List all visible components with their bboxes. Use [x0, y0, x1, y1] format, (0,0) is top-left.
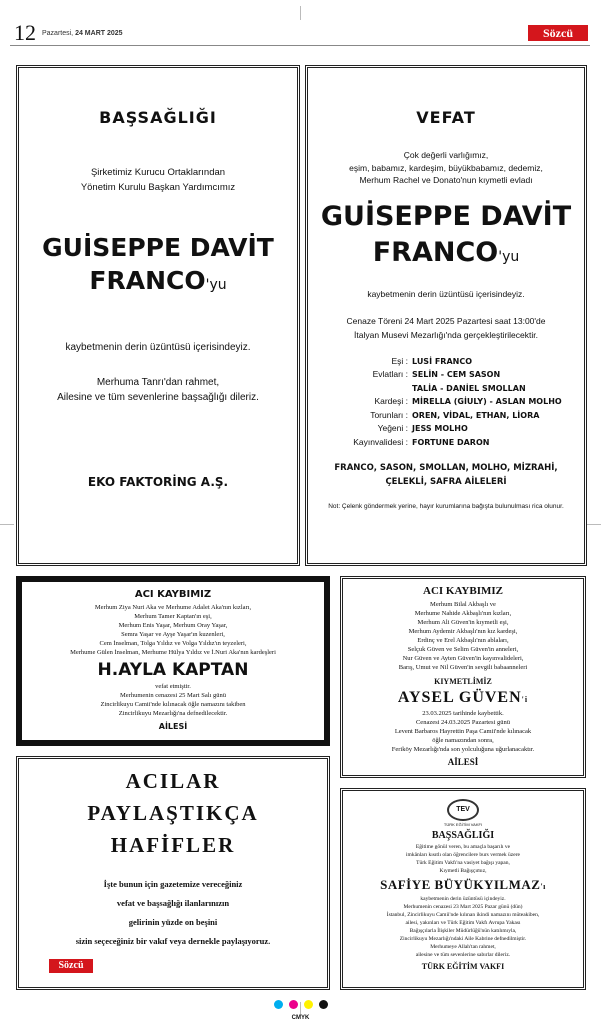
- sozcu-logo: Sözcü: [49, 959, 93, 973]
- ad-intro: Çok değerli varlığımız, eşim, babamız, kardeşim, büyükbabamız, dedemiz, Merhum Rachel ve Donato'nun kıymetli evladı: [349, 150, 543, 185]
- text-line: Merhume Gülen İnselman, Merhume Hülya Yıldız ve İ.Nuri Aka'nın kardeşleri: [70, 649, 276, 656]
- ad-signature: EKO FAKTORİNG A.Ş.: [87, 475, 229, 489]
- deceased-name: SAFİYE BÜYÜKYILMAZ'ı: [380, 877, 546, 892]
- family-row: [308, 395, 584, 409]
- family-relation: Kayınvalidesi :: [353, 436, 408, 447]
- ad-message: kaybetmenin derin üzüntüsü içerisindeyiz.: [367, 288, 525, 299]
- text-line: 23.03.2025 tarihinde kaybettik.: [422, 710, 504, 717]
- text-line: Nur Güven ve Ayten Güven'in kayınvalideleri,: [402, 655, 524, 662]
- text-line: Merhum Aydemir Akbaşlı'nın kız kardeşi,: [408, 628, 518, 635]
- text-line: Erdinç ve Erel Akbaşlı'nın ablaları,: [417, 637, 509, 644]
- text-line: Merhum Ali Güven'in kıymetli eşi,: [417, 619, 509, 626]
- registration-dot: [289, 1000, 298, 1009]
- text-line: Zincirlikuyu Mezarlığı'na defnedilecektir.: [118, 710, 228, 717]
- ad-message: kaybetmenin derin üzüntüsü içerisindeyiz.: [65, 342, 251, 353]
- text-line: kaybetmenin derin üzüntüsü içindeyiz.: [420, 896, 506, 902]
- cmyk-label: CMYK: [291, 1015, 310, 1021]
- text-line: Semra Yaşar ve Ayşe Yaşar'ın kuzenleri,: [121, 631, 225, 638]
- cmyk-marks: [0, 996, 601, 1021]
- text-line: Cenazesi 24.03.2025 Pazartesi günü: [415, 719, 511, 726]
- text-line: Selçuk Güven ve Selim Güven'in anneleri,: [407, 646, 519, 653]
- color-registration-dots: [271, 996, 331, 1013]
- obituary-ad-ayla-kaptan: [16, 576, 330, 746]
- crop-mark: [587, 524, 601, 525]
- text-line: Barış, Umut ve Nil Güven'in sevgili babaanneleri: [398, 664, 528, 671]
- text-line: Zincirlikuyu Mezarlığı'ndaki Aile Kabrine defnedilmiştir.: [399, 936, 527, 942]
- deceased-name: AYSEL GÜVEN'i: [397, 689, 529, 706]
- deceased-name: GUİSEPPE DAVİT FRANCO'yu: [42, 233, 274, 295]
- issue-date: Pazartesi, 24 MART 2025: [42, 30, 123, 37]
- crop-mark: [0, 524, 14, 525]
- ad-intro: [343, 843, 583, 875]
- ad-note: Not: Çelenk göndermek yerine, hayır kurumlarına bağışta bulunulması rica olunur.: [328, 503, 564, 510]
- page-number: 12: [14, 20, 36, 45]
- text-line: Kıymetli Bağışçımız,: [439, 868, 487, 874]
- crop-mark: [300, 6, 301, 20]
- text-line: öğle namazından sonra,: [432, 737, 494, 744]
- funeral-info: [343, 709, 583, 754]
- sozcu-logo: Sözcü: [528, 25, 588, 41]
- ad-subtitle: KIYMETLİMİZ: [434, 677, 492, 686]
- text-line: Eğitime gönül veren, bu amaçla başarılı ve: [415, 844, 511, 850]
- text-line: İstanbul, Zincirlikuyu Camii'nde kılınan ikindi namazını müteakiben,: [386, 912, 540, 918]
- text-line: gelirinin yüzde on beşini: [128, 917, 218, 927]
- family-member: JESS MOLHO: [412, 424, 468, 433]
- registration-dot: [304, 1000, 313, 1009]
- ad-relatives: [343, 600, 583, 672]
- family-row: [308, 382, 584, 396]
- sozcu-promo-ad: [16, 756, 330, 990]
- deceased-name: GUİSEPPE DAVİT FRANCO'yu: [320, 200, 572, 268]
- family-list: [308, 355, 584, 450]
- family-member: SELİN - CEM SASON: [412, 370, 501, 379]
- text-line: İşte bunun için gazetemize vereceğiniz: [103, 879, 243, 889]
- family-names: FRANCO, SASON, SMOLLAN, MOLHO, MİZRAHİ, ÇELEKLİ, SAFRA AİLELERİ: [334, 463, 558, 487]
- text-line: ailesine ve tüm sevenlerine sabırlar dileriz.: [415, 952, 511, 958]
- ad-relatives: [22, 603, 324, 657]
- ceremony-info: Cenaze Töreni 24 Mart 2025 Pazartesi saat 13:00'de İtalyan Musevi Mezarlığı'nda gerçekleştirilecektir.: [346, 315, 546, 340]
- registration-dot: [274, 1000, 283, 1009]
- promo-body: [19, 875, 327, 951]
- text-line: Merhume Nahide Akbaşlı'nın kızları,: [414, 610, 512, 617]
- ad-signature: AİLESİ: [158, 722, 188, 731]
- family-row: [308, 409, 584, 423]
- text-line: vefat etmiştir.: [155, 683, 191, 690]
- funeral-info: [22, 682, 324, 718]
- funeral-info: [343, 895, 583, 959]
- family-member: LUSİ FRANCO: [412, 356, 473, 366]
- ad-intro: Şirketimiz Kurucu Ortaklarından Yönetim Kurulu Başkan Yardımcımız: [80, 167, 236, 193]
- ad-title: BAŞSAĞLIĞI: [99, 108, 217, 127]
- family-row: [308, 368, 584, 382]
- family-row: [308, 436, 584, 450]
- text-line: imkânları kısıtlı olan öğrencilere burs vermek üzere: [406, 852, 520, 858]
- condolence-ad-eko-faktoring: [16, 65, 300, 566]
- ad-signature: TÜRK EĞİTİM VAKFI: [421, 962, 505, 971]
- tev-logo-label: TÜRK EĞİTİM VAKFI: [443, 822, 483, 827]
- family-member: TALİA - DANİEL SMOLLAN: [412, 383, 526, 393]
- family-row: [308, 355, 584, 369]
- family-relation: Kardeşi :: [374, 396, 408, 406]
- deceased-name: H.AYLA KAPTAN: [97, 660, 249, 680]
- family-member: MİRELLA (GİULY) - ASLAN MOLHO: [412, 397, 562, 406]
- text-line: Zincirlikuyu Camii'nde kılınacak öğle namazını takiben: [100, 701, 246, 708]
- text-line: Bağışçılarla İlişkiler Müdürlüğü'nün katılımıyla,: [409, 928, 517, 934]
- ad-wish: Merhuma Tanrı'dan rahmet, Ailesine ve tüm sevenlerine başsağlığı dileriz.: [57, 377, 259, 403]
- ad-title: BAŞSAĞLIĞI: [431, 830, 495, 841]
- ad-signature: AİLESİ: [447, 757, 479, 767]
- family-member: FORTUNE DARON: [412, 437, 490, 447]
- text-line: sizin seçeceğiniz bir vakıf veya dernekle paylaşıyoruz.: [75, 936, 271, 946]
- text-line: vefat ve başsağlığı ilanlarınızın: [116, 898, 230, 908]
- text-line: Merhumeye Allah'tan rahmet,: [430, 944, 496, 950]
- promo-headline: ACILAR PAYLAŞTIKÇA HAFİFLER: [87, 769, 259, 857]
- family-relation: Yeğeni :: [377, 423, 408, 433]
- text-line: Merhum Ziya Nuri Aka ve Merhume Adalet Aka'nın kızları,: [94, 604, 252, 611]
- header-divider: [10, 45, 590, 46]
- text-line: ailesi, yakınları ve Türk Eğitim Vakfı Avrupa Yakası: [405, 920, 521, 926]
- text-line: Cem İnselman, Tolga Yıldız ve Volga Yıldız'ın teyzeleri,: [99, 640, 247, 647]
- text-line: Türk Eğitim Vakfı'na vasiyet bağışı yapan,: [416, 860, 510, 866]
- family-relation: [308, 382, 412, 396]
- family-member: OREN, VİDAL, ETHAN, LİORA: [412, 410, 540, 420]
- ad-title: VEFAT: [416, 108, 476, 127]
- text-line: Merhumenin cenazesi 23 Mart 2025 Pazar günü (dün): [403, 904, 523, 910]
- text-line: Levent Barbaros Hayrettin Paşa Camii'nde kılınacak: [394, 728, 532, 735]
- condolence-ad-tev: [340, 788, 586, 990]
- family-relation: Torunları :: [370, 409, 408, 420]
- ad-title: ACI KAYBIMIZ: [423, 585, 503, 597]
- family-row: [308, 422, 584, 436]
- text-line: Merhum Bilal Akbaşlı ve: [430, 601, 496, 608]
- obituary-ad-aysel-guven: [340, 576, 586, 778]
- text-line: Merhumenin cenazesi 25 Mart Salı günü: [120, 692, 226, 699]
- obituary-ad-franco-family: [305, 65, 587, 566]
- text-line: Merhum Tamer Kaptan'ın eşi,: [134, 613, 212, 620]
- family-relation: Evlatları :: [372, 369, 408, 379]
- text-line: Merhum Enis Yaşar, Merhum Oray Yaşar,: [118, 622, 228, 629]
- family-relation: Eşi :: [391, 355, 408, 366]
- tev-logo-icon: TEV: [447, 799, 479, 821]
- registration-dot: [319, 1000, 328, 1009]
- text-line: Feriköy Mezarlığı'nda son yolculuğuna uğurlanacaktır.: [391, 746, 535, 753]
- ad-title: ACI KAYBIMIZ: [134, 589, 212, 600]
